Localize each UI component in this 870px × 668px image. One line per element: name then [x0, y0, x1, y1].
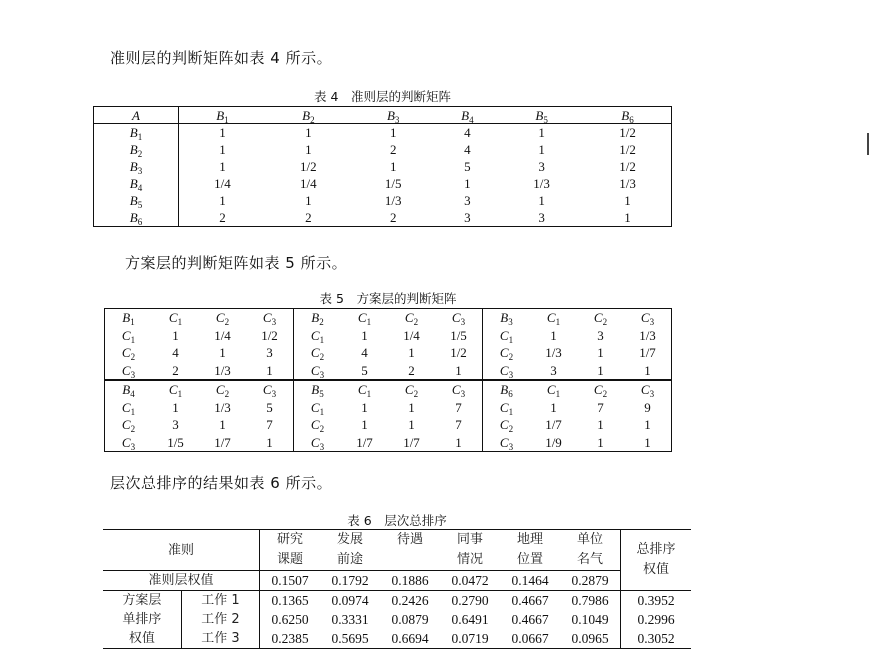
table-row [105, 327, 672, 345]
paragraph-table4-intro: 准则层的判断矩阵如表 4 所示。 [110, 49, 333, 67]
matrix-cell: 1 [361, 327, 368, 343]
matrix-cell: 3 [597, 327, 604, 343]
symbol: $B_6$ [621, 107, 634, 125]
criterion-header: 同事 情况 [456, 532, 483, 567]
single-ranking-weight: 0.0974 [320, 591, 380, 611]
table5-caption: 表 5 方案层的判断矩阵 [319, 291, 457, 306]
table6-total-ranking [103, 529, 691, 649]
column-header: $C_2$ [388, 380, 435, 399]
table4-criteria-judgment-matrix [93, 106, 672, 227]
matrix-cell: 1 [408, 345, 415, 361]
block-name [294, 309, 342, 327]
criterion-header: 发展 前途 [336, 532, 363, 567]
job-name: 工作 3 [181, 629, 259, 649]
table-row [105, 380, 672, 399]
single-ranking-weight: 0.4667 [500, 591, 560, 611]
matrix-cell: 1/5 [167, 434, 184, 450]
table-row [103, 591, 691, 611]
matrix-cell: 2 [305, 210, 312, 225]
column-header: $C_1$ [357, 310, 372, 328]
row-label: $C_2$ [294, 344, 342, 362]
matrix-cell: 1/3 [384, 193, 402, 208]
matrix-cell: 1 [408, 417, 415, 433]
row-label: $C_2$ [483, 416, 531, 434]
single-ranking-weight: 0.6694 [391, 631, 429, 646]
matrix-cell: 1 [172, 327, 179, 343]
matrix-cell: 1 [644, 417, 651, 433]
matrix-cell: 1/9 [545, 434, 562, 450]
table5-alternative-judgment-matrix [104, 308, 672, 452]
table-row [94, 209, 672, 227]
matrix-cell: 1 [550, 327, 557, 343]
matrix-cell: 4 [464, 125, 471, 140]
criteria-label: 准则 [103, 530, 260, 571]
paragraph-table5-intro: 方案层的判断矩阵如表 5 所示。 [125, 254, 348, 272]
symbol: $B_1$ [129, 125, 143, 142]
matrix-cell: 1/3 [639, 327, 656, 343]
matrix-cell: 1 [624, 210, 631, 225]
matrix-cell: 1 [455, 362, 462, 378]
table6-caption: 表 6 层次总排序 [347, 513, 447, 528]
symbol: $B_1$ [216, 107, 229, 125]
table-row [105, 399, 672, 417]
matrix-cell: 1/3 [533, 176, 550, 191]
row-label: $C_2$ [294, 416, 342, 434]
matrix-cell: 1/2 [450, 345, 467, 361]
row-label: $C_3$ [294, 434, 342, 452]
symbol: $B_3$ [129, 159, 143, 176]
paragraph-table6-intro: 层次总排序的结果如表 6 所示。 [110, 474, 333, 492]
column-header: $C_2$ [577, 380, 624, 399]
criterion-header: 研究 课题 [276, 532, 303, 567]
criteria-weight-value: 0.2879 [560, 571, 621, 591]
single-ranking-weight: 0.6250 [271, 612, 309, 627]
row-label: $C_3$ [483, 434, 531, 452]
single-ranking-weight: 0.6491 [451, 612, 489, 627]
matrix-cell: 1/5 [384, 176, 402, 191]
single-ranking-weight: 0.1365 [260, 591, 321, 611]
single-ranking-weight: 0.0879 [391, 612, 429, 627]
row-label: $C_2$ [121, 417, 136, 435]
table-row [105, 344, 672, 362]
matrix-cell: 1/7 [356, 434, 373, 450]
column-header [266, 107, 351, 124]
matrix-cell: 1 [361, 417, 368, 433]
table-header-row [94, 107, 672, 124]
matrix-cell: 3 [538, 159, 545, 174]
total-ranking-weight: 0.3952 [621, 591, 692, 611]
criteria-weight-value: 0.1464 [500, 571, 560, 591]
table-row [105, 309, 672, 327]
table-row [94, 141, 672, 158]
column-header: $C_1$ [530, 380, 577, 399]
block-name [105, 309, 153, 327]
symbol: $B_1$ [122, 310, 135, 328]
matrix-cell: 1 [455, 434, 462, 450]
matrix-cell: 9 [644, 399, 651, 415]
matrix-cell: 2 [389, 142, 397, 157]
criteria-weight-row [103, 571, 691, 591]
symbol: $B_2$ [129, 142, 143, 159]
table-row [103, 610, 691, 629]
column-header: $C_1$ [152, 380, 199, 399]
matrix-cell: 7 [266, 417, 273, 433]
symbol: $B_5$ [535, 107, 548, 125]
row-label [94, 175, 179, 192]
matrix-cell: 1 [597, 345, 604, 361]
column-header: $C_3$ [451, 310, 466, 328]
criteria-weight-value: 0.1792 [320, 571, 380, 591]
column-header: $C_1$ [341, 380, 388, 399]
symbol: $B_3$ [386, 107, 400, 125]
matrix-cell: 1/7 [545, 417, 562, 433]
block-name [105, 380, 153, 399]
criteria-weight-value: 0.1507 [260, 571, 321, 591]
matrix-cell: 1/7 [403, 434, 420, 450]
single-ranking-weight: 0.3331 [331, 612, 369, 627]
matrix-cell: 7 [455, 399, 462, 415]
table-row [94, 192, 672, 209]
matrix-cell: 1/2 [619, 142, 636, 157]
matrix-cell: 3 [550, 362, 557, 378]
row-label: $C_1$ [294, 399, 342, 417]
column-header: $C_1$ [168, 310, 183, 328]
matrix-cell: 3 [464, 210, 471, 225]
matrix-cell: 2 [389, 210, 397, 225]
matrix-cell: 1/4 [403, 327, 420, 343]
matrix-cell: 1 [219, 417, 226, 433]
matrix-cell: 1/4 [300, 176, 317, 191]
symbol: $B_2$ [302, 107, 315, 125]
row-label: $C_2$ [121, 345, 136, 363]
matrix-cell: 2 [219, 210, 226, 225]
matrix-cell: 1 [644, 362, 651, 378]
matrix-cell: 3 [172, 417, 179, 433]
column-header: $C_2$ [404, 310, 419, 328]
matrix-cell: 4 [464, 142, 471, 157]
table-row [94, 175, 672, 192]
matrix-cell: 1 [597, 417, 604, 433]
job-name: 工作 2 [181, 610, 259, 629]
matrix-cell: 1 [219, 159, 226, 174]
matrix-cell: 1 [305, 193, 312, 208]
single-ranking-weight: 0.2426 [380, 591, 440, 611]
single-ranking-weight: 0.2790 [440, 591, 500, 611]
matrix-cell: 1 [219, 125, 226, 140]
single-ranking-weight: 0.2385 [271, 631, 309, 646]
matrix-cell: 1/3 [214, 399, 231, 415]
matrix-cell: 1/7 [214, 434, 231, 450]
text-cursor [867, 133, 869, 155]
table4-caption: 表 4 准则层的判断矩阵 [314, 89, 451, 104]
criterion-header: 地理 位置 [516, 532, 543, 567]
block-name [483, 380, 531, 399]
symbol: $B_5$ [129, 193, 143, 210]
column-header [94, 107, 179, 124]
column-header: $C_3$ [640, 310, 655, 328]
group-label: 方案层 [103, 591, 181, 611]
row-label [94, 209, 179, 227]
matrix-cell: 1/2 [619, 125, 636, 140]
matrix-cell: 1/3 [545, 345, 562, 361]
job-name: 工作 1 [181, 591, 259, 611]
row-label: $C_3$ [483, 362, 531, 381]
matrix-cell: 1/3 [619, 176, 636, 191]
matrix-cell: 1 [597, 362, 604, 378]
row-label: $C_1$ [121, 399, 136, 417]
matrix-cell: 7 [455, 417, 462, 433]
row-label [94, 141, 179, 158]
matrix-cell: 1 [597, 434, 604, 450]
matrix-cell: 1/7 [639, 345, 656, 361]
group-label: 单排序 [103, 610, 181, 629]
matrix-cell: 1/4 [214, 327, 231, 343]
criterion-header: 待遇 [396, 532, 423, 547]
matrix-cell: 1 [538, 142, 545, 157]
matrix-cell: 1 [408, 399, 415, 415]
column-header: $C_2$ [199, 380, 246, 399]
symbol: $B_4$ [129, 176, 143, 193]
matrix-cell: 1/4 [214, 176, 231, 191]
column-header [584, 107, 671, 124]
matrix-cell: 1 [464, 176, 471, 191]
column-header [499, 107, 584, 124]
matrix-cell: 1 [389, 159, 397, 174]
single-ranking-weight: 0.0719 [451, 631, 489, 646]
matrix-cell: 4 [172, 345, 179, 361]
matrix-cell: 5 [464, 159, 471, 174]
matrix-cell: 1 [219, 193, 226, 208]
total-ranking-weight: 0.3052 [621, 629, 692, 649]
matrix-cell: 1 [219, 142, 226, 157]
column-header: $C_3$ [246, 380, 294, 399]
single-ranking-weight: 0.0667 [511, 631, 549, 646]
row-label: $C_1$ [121, 327, 136, 345]
matrix-cell: 1 [305, 125, 312, 140]
matrix-cell: 1/3 [214, 362, 231, 378]
symbol: A [132, 107, 140, 123]
column-header: $C_3$ [435, 380, 483, 399]
matrix-cell: 4 [361, 345, 368, 361]
criterion-header: 单位 名气 [576, 532, 603, 567]
symbol: $B_4$ [122, 382, 135, 400]
block-name [483, 309, 531, 327]
matrix-cell: 1 [361, 399, 368, 415]
matrix-cell: 1 [550, 399, 557, 415]
table-row [105, 416, 672, 434]
row-label [94, 158, 179, 175]
matrix-cell: 2 [172, 362, 179, 378]
row-label [94, 192, 179, 209]
symbol: $B_3$ [500, 310, 513, 328]
symbol: $B_6$ [129, 210, 143, 227]
matrix-cell: 1/2 [619, 159, 636, 174]
matrix-cell: 1/2 [300, 159, 317, 174]
matrix-cell: 1 [538, 125, 545, 140]
table-row [94, 124, 672, 142]
total-weight-header: 总排序 权值 [621, 530, 692, 591]
row-label: $C_1$ [483, 399, 531, 417]
symbol: $B_5$ [311, 382, 324, 400]
row-label: $C_1$ [483, 327, 531, 345]
column-header: $C_3$ [624, 380, 672, 399]
group-label: 权值 [103, 629, 181, 649]
matrix-cell: 1 [219, 345, 226, 361]
matrix-cell: 1/2 [261, 327, 278, 343]
row-label: $C_3$ [121, 434, 136, 452]
matrix-cell: 1/5 [450, 327, 467, 343]
symbol: $B_2$ [311, 310, 324, 328]
table-row [105, 434, 672, 452]
single-ranking-weight: 0.5695 [331, 631, 369, 646]
column-header [179, 107, 266, 124]
matrix-cell: 1 [538, 193, 545, 208]
table-row [103, 629, 691, 649]
matrix-cell: 3 [538, 210, 545, 225]
symbol: $B_6$ [500, 382, 513, 400]
single-ranking-weight: 0.0965 [571, 631, 609, 646]
matrix-cell: 1 [624, 193, 631, 208]
row-label: $C_1$ [294, 327, 342, 345]
column-header: $C_2$ [593, 310, 608, 328]
matrix-cell: 1 [389, 125, 397, 140]
matrix-cell: 1 [644, 434, 651, 450]
matrix-cell: 1 [305, 142, 312, 157]
criteria-weight-label: 准则层权值 [103, 571, 260, 591]
column-header [436, 107, 500, 124]
total-ranking-weight: 0.2996 [621, 610, 692, 629]
row-label: $C_3$ [294, 362, 342, 381]
column-header: $C_2$ [215, 310, 230, 328]
matrix-cell: 1 [266, 434, 273, 450]
matrix-cell: 5 [361, 362, 368, 378]
row-label: $C_3$ [121, 362, 136, 380]
matrix-cell: 2 [408, 362, 415, 378]
matrix-cell: 1 [172, 399, 179, 415]
single-ranking-weight: 0.4667 [511, 612, 549, 627]
criteria-weight-value: 0.1886 [380, 571, 440, 591]
matrix-cell: 1 [266, 362, 273, 378]
column-header [351, 107, 436, 124]
criteria-weight-value: 0.0472 [440, 571, 500, 591]
column-header: $C_3$ [262, 310, 277, 328]
matrix-cell: 7 [597, 399, 604, 415]
symbol: $B_4$ [461, 107, 474, 125]
single-ranking-weight: 0.7986 [560, 591, 621, 611]
matrix-cell: 3 [464, 193, 471, 208]
row-label: $C_2$ [483, 344, 531, 362]
table-row [105, 362, 672, 381]
matrix-cell: 5 [266, 399, 273, 415]
block-name [294, 380, 342, 399]
row-label [94, 124, 179, 142]
column-header: $C_1$ [546, 310, 561, 328]
matrix-cell: 3 [266, 345, 273, 361]
single-ranking-weight: 0.1049 [571, 612, 609, 627]
table-row [94, 158, 672, 175]
table-header-row [103, 530, 691, 571]
